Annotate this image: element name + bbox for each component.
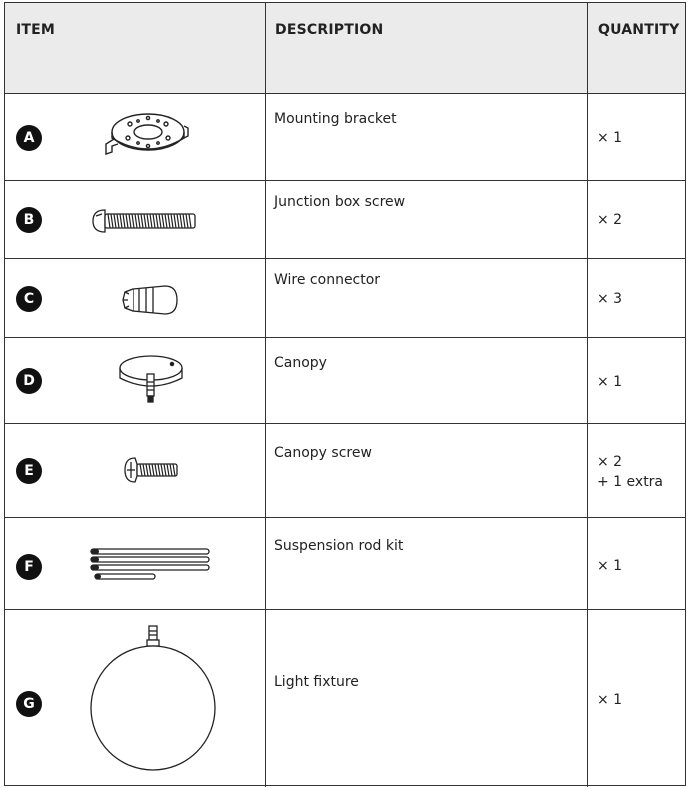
table-row	[5, 337, 685, 423]
quantity-line: × 2	[597, 454, 623, 470]
table-row	[5, 93, 685, 180]
quantity-cell	[587, 94, 685, 180]
item-description: Light fixture	[274, 674, 359, 690]
mounting-bracket-icon	[100, 104, 195, 169]
table-header	[5, 3, 685, 93]
item-cell	[5, 518, 266, 609]
description-cell	[265, 518, 588, 609]
header-description: DESCRIPTION	[275, 22, 384, 38]
header-cell-quantity	[587, 3, 685, 93]
table-row	[5, 180, 685, 258]
quantity-extra-line: + 1 extra	[597, 474, 664, 490]
quantity-line: × 3	[597, 291, 623, 307]
light-fixture-globe-icon	[87, 624, 219, 774]
parts-table	[4, 2, 686, 786]
item-letter-badge: A	[16, 125, 42, 151]
canopy-icon	[116, 352, 186, 410]
header-item: ITEM	[16, 22, 56, 38]
description-cell	[265, 259, 588, 337]
quantity-cell	[587, 259, 685, 337]
item-quantity	[597, 452, 663, 492]
item-quantity	[597, 289, 622, 309]
header-cell-description	[265, 3, 588, 93]
description-cell	[265, 610, 588, 787]
description-cell	[265, 424, 588, 517]
item-letter-badge: C	[16, 286, 42, 312]
item-description: Wire connector	[274, 272, 381, 288]
quantity-cell	[587, 518, 685, 609]
table-row	[5, 258, 685, 337]
item-letter-badge: G	[16, 691, 42, 717]
item-letter-badge: D	[16, 368, 42, 394]
header-cell-item	[5, 3, 266, 93]
item-letter-badge: E	[16, 458, 42, 484]
description-cell	[265, 338, 588, 423]
quantity-line: × 1	[597, 130, 623, 146]
quantity-cell	[587, 424, 685, 517]
quantity-line: × 1	[597, 692, 623, 708]
quantity-cell	[587, 338, 685, 423]
description-cell	[265, 181, 588, 258]
quantity-cell	[587, 181, 685, 258]
item-cell	[5, 259, 266, 337]
item-description: Mounting bracket	[274, 111, 397, 127]
item-description: Canopy	[274, 355, 327, 371]
item-quantity	[597, 210, 622, 230]
item-quantity	[597, 690, 622, 710]
item-cell	[5, 94, 266, 180]
item-cell	[5, 338, 266, 423]
item-quantity	[597, 556, 622, 576]
suspension-rod-kit-icon	[87, 546, 213, 584]
table-row	[5, 517, 685, 609]
wire-connector-icon	[119, 283, 181, 317]
item-quantity	[597, 372, 622, 392]
item-cell	[5, 610, 266, 787]
description-cell	[265, 94, 588, 180]
item-description: Junction box screw	[274, 194, 406, 210]
item-cell	[5, 424, 266, 517]
table-row	[5, 423, 685, 517]
item-description: Canopy screw	[274, 445, 372, 461]
item-letter-badge: F	[16, 554, 42, 580]
header-quantity: QUANTITY	[598, 22, 680, 38]
quantity-line: × 1	[597, 374, 623, 390]
item-cell	[5, 181, 266, 258]
table-row	[5, 609, 685, 787]
quantity-line: × 2	[597, 212, 623, 228]
item-letter-badge: B	[16, 207, 42, 233]
item-quantity	[597, 128, 622, 148]
canopy-screw-icon	[123, 456, 181, 484]
junction-box-screw-icon	[91, 206, 199, 236]
quantity-line: × 1	[597, 558, 623, 574]
item-description: Suspension rod kit	[274, 538, 404, 554]
quantity-cell	[587, 610, 685, 787]
